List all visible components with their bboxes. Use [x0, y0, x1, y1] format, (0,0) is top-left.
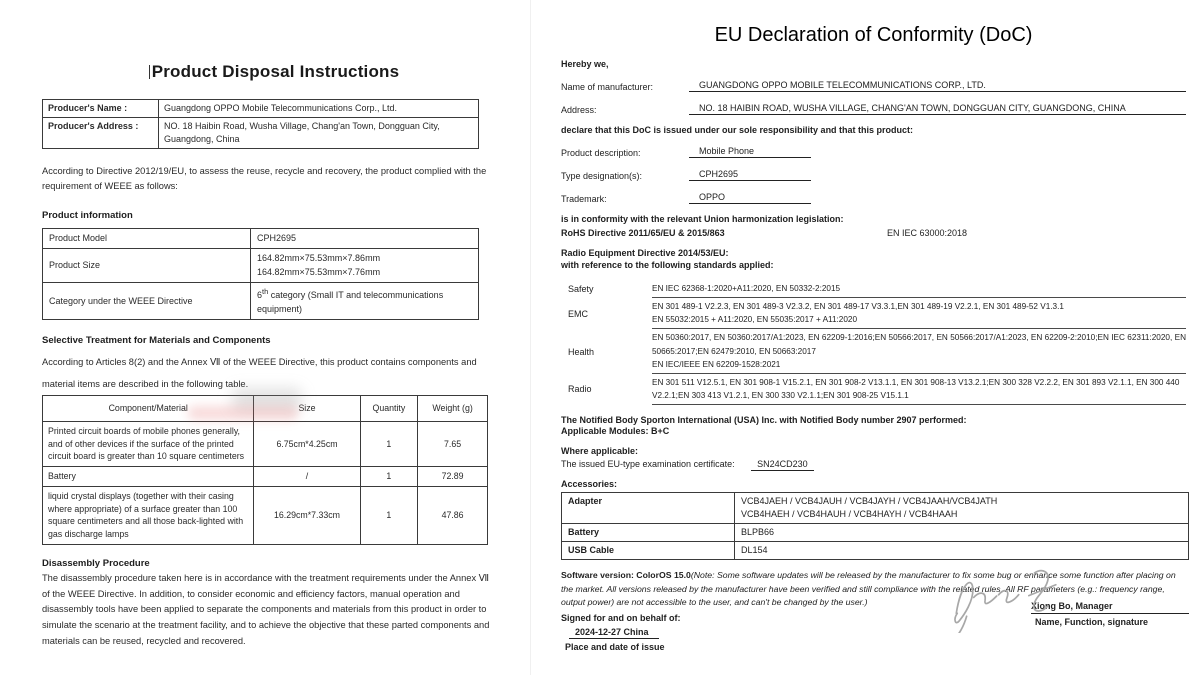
producer-address-label: Producer's Address : [43, 118, 159, 149]
material-weight: 47.86 [418, 486, 488, 544]
product-info-table [42, 228, 479, 321]
category-ordinal: th [262, 287, 269, 297]
rohs-directive: RoHS Directive 2011/65/EU & 2015/863 [561, 228, 725, 238]
producer-name-value: Guangdong OPPO Mobile Telecommunications Corp., Ltd. [159, 100, 479, 118]
watermark-smudge-red [188, 406, 298, 420]
conformity-line: is in conformity with the relevant Union harmonization legislation: [561, 214, 844, 224]
health-label: Health [568, 346, 595, 357]
handwritten-signature [941, 563, 1091, 633]
rohs-standard: EN IEC 63000:2018 [887, 228, 968, 238]
adapter-line1: VCB4JAEH / VCB4JAUH / VCB4JAYH / VCB4JAAH/VCB4JATH [741, 496, 998, 506]
software-version-note: (Note: Some software updates will be released by the manufacturer to fix some bug or enhance some function after placing on the market. All versions released by the manufacturer have been verified and still compliance with the related rules. All RF parameters (e.g.: frequency range, output power) are not accessible to the user, and can't be changed by the user.) [561, 570, 1176, 608]
material-component: liquid crystal displays (together with their casing where appropriate) of a surface greater than 100 square centimeters and all those back-lighted with gas discharge lamps [43, 486, 254, 544]
health-standards [652, 329, 1186, 373]
type-designation-row [561, 169, 1186, 181]
intro-paragraph: According to Directive 2012/19/EU, to assess the reuse, recycle and recovery, the product complied with the requirement of WEEE as follows: [42, 166, 487, 192]
adapter-label: Adapter [562, 493, 735, 524]
reference-line: with reference to the following standards applied: [561, 260, 774, 270]
software-version-label: Software version: ColorOS 15.0 [561, 570, 691, 581]
standards-line: EN 301 511 V12.5.1, EN 301 908-1 V15.2.1, EN 301 908-2 V13.1.1, EN 301 908-13 V13.2.1;EN 300 328 V2.2.2, EN 301 893 V2.1.1, EN 300 440 V2.2.1;EN 303 413 V1.2.1, EN 300 330 V2.1.1;EN 301 908-25 V15.1.1 [652, 377, 1180, 400]
material-component: Printed circuit boards of mobile phones generally, and of other devices if the surface of the printed circuit board is greater than 10 square centimeters [43, 421, 254, 466]
signature-block [561, 600, 1186, 652]
safety-standards [652, 280, 1186, 298]
weee-category-value [251, 283, 479, 320]
applicable-modules-line: Applicable Modules: B+C [561, 426, 670, 436]
table-row [43, 421, 488, 466]
manufacturer-label: Name of manufacturer: [561, 82, 654, 92]
table-row [43, 100, 479, 118]
product-size-label: Product Size [43, 249, 251, 283]
producer-name-label: Producer's Name : [43, 100, 159, 118]
standards-safety-row [561, 280, 1186, 298]
producer-table [42, 99, 479, 149]
certificate-value: SN24CD230 [751, 459, 814, 471]
standards-line: EN 55032:2015 + A11:2020, EN 55035:2017 + A11:2020 [652, 315, 858, 325]
left-page-title: Product Disposal Instructions [151, 62, 400, 81]
material-quantity: 1 [360, 467, 418, 487]
safety-label: Safety [568, 284, 594, 295]
standards-line: EN IEC/IEEE EN 62209-1528:2021 [652, 359, 781, 369]
usb-cable-label: USB Cable [562, 542, 735, 560]
address-value: NO. 18 HAIBIN ROAD, WUSHA VILLAGE, CHANG'AN TOWN, DONGGUAN CITY, GUANGDONG, CHINA [689, 103, 1186, 115]
emc-label: EMC [568, 308, 588, 319]
type-designation-label: Type designation(s): [561, 171, 643, 181]
place-date-value: 2024-12-27 China [569, 627, 659, 639]
address-label: Address: [561, 105, 597, 115]
table-row [562, 524, 1189, 542]
col-component: Component/Material [43, 396, 254, 422]
material-quantity: 1 [360, 486, 418, 544]
table-row [562, 493, 1189, 524]
trademark-row [561, 192, 1186, 204]
material-weight: 72.89 [418, 467, 488, 487]
address-row [561, 103, 1186, 115]
material-size: 16.29cm*7.33cm [254, 486, 360, 544]
where-applicable-line: Where applicable: [561, 446, 639, 456]
disassembly-paragraph: The disassembly procedure taken here is in accordance with the treatment requirements under the Annex Ⅶ of the WEEE Directive. In addition, to consider economic and efficiency factors, manual operation and disassembly tools have been applied to separate the components and materials from this product in order to simulate the scenario at the treatment facility, and to achieve the objective that these parted components and materials can be reused, recycled and recovered. [42, 572, 490, 646]
product-description-value: Mobile Phone [689, 146, 811, 158]
material-weight: 7.65 [418, 421, 488, 466]
accessories-table [561, 492, 1189, 560]
hereby-line: Hereby we, [561, 59, 609, 69]
emc-standards [652, 298, 1186, 329]
product-info-heading: Product information [42, 209, 133, 221]
weee-category-label: Category under the WEEE Directive [43, 283, 251, 320]
radio-standards [652, 374, 1186, 405]
category-text: category (Small IT and telecommunications equipment) [257, 290, 444, 314]
page-product-disposal [0, 0, 530, 675]
standards-line: EN 301 489-1 V2.2.3, EN 301 489-3 V2.3.2, EN 301 489-17 V3.3.1,EN 301 489-19 V2.2.1, EN 301 489-52 V1.3.1 [652, 302, 1064, 312]
battery-label: Battery [562, 524, 735, 542]
signer-block [1031, 601, 1189, 627]
signer-caption: Name, Function, signature [1035, 616, 1149, 627]
producer-address-value: NO. 18 Haibin Road, Wusha Village, Chang'an Town, Dongguan City, Guangdong, China [159, 118, 479, 149]
standards-health-row [561, 329, 1186, 373]
page-eu-doc [530, 0, 1200, 675]
adapter-line2: VCB4HAEH / VCB4HAUH / VCB4HAYH / VCB4HAAH [741, 509, 958, 520]
product-model-label: Product Model [43, 228, 251, 249]
product-size-value [251, 249, 479, 283]
usb-cable-value: DL154 [735, 542, 1189, 560]
material-quantity: 1 [360, 421, 418, 466]
manufacturer-value: GUANGDONG OPPO MOBILE TELECOMMUNICATIONS CORP., LTD. [689, 80, 1186, 92]
table-row [562, 542, 1189, 560]
standards-line: EN IEC 62368-1:2020+A11:2020, EN 50332-2:2015 [652, 284, 841, 293]
col-size: Size [254, 396, 360, 422]
red-directive-line: Radio Equipment Directive 2014/53/EU: [561, 248, 729, 258]
adapter-values [735, 493, 1189, 524]
text-cursor-artifact [149, 65, 150, 79]
radio-label: Radio [568, 384, 592, 395]
category-number: 6 [257, 290, 263, 301]
disassembly-heading: Disassembly Procedure [42, 557, 150, 569]
material-size: 6.75cm*4.25cm [254, 421, 360, 466]
signed-on-behalf-line: Signed for and on behalf of: [561, 612, 681, 623]
standards-table [561, 280, 1186, 405]
certificate-row [561, 459, 1186, 469]
table-row [43, 249, 479, 283]
product-model-value: CPH2695 [251, 228, 479, 249]
table-row [43, 283, 479, 320]
product-size-line2: 164.82mm×75.53mm×7.76mm [257, 266, 381, 277]
manufacturer-row [561, 80, 1186, 92]
declare-line: declare that this DoC is issued under our sole responsibility and that this product: [561, 125, 914, 135]
right-page-title: EU Declaration of Conformity (DoC) [714, 24, 1033, 46]
trademark-label: Trademark: [561, 194, 607, 204]
table-row [43, 118, 479, 149]
left-title-wrap [42, 62, 506, 82]
col-quantity: Quantity [360, 396, 418, 422]
standards-radio-row [561, 374, 1186, 405]
table-row [43, 228, 479, 249]
product-size-line1: 164.82mm×75.53mm×7.86mm [257, 253, 381, 264]
product-description-label: Product description: [561, 148, 641, 158]
material-size: / [254, 467, 360, 487]
material-component: Battery [43, 467, 254, 487]
accessories-heading: Accessories: [561, 479, 618, 489]
place-date-caption: Place and date of issue [565, 641, 665, 652]
selective-treatment-heading: Selective Treatment for Materials and Components [42, 335, 271, 347]
notified-body-line: The Notified Body Sporton International (USA) Inc. with Notified Body number 2907 performed: [561, 415, 967, 425]
standards-emc-row [561, 298, 1186, 329]
rohs-row [561, 228, 1186, 238]
selective-treatment-paragraph: According to Articles 8(2) and the Annex Ⅶ of the WEEE Directive, this product contains components and material items are described in the following table. [42, 357, 477, 389]
battery-value: BLPB66 [735, 524, 1189, 542]
col-weight: Weight (g) [418, 396, 488, 422]
trademark-value: OPPO [689, 192, 811, 204]
standards-line: EN 50360:2017, EN 50360:2017/A1:2023, EN 62209-1:2016;EN 50566:2017, EN 50566:2017/A1:2023, EN 62209-2:2010;EN IEC 62311:2020, EN 50665:2017;EN 62479:2010, EN 50663:2017 [652, 333, 1186, 356]
table-row [43, 467, 488, 487]
product-description-row [561, 146, 1186, 158]
signer-name-title: Xiong Bo, Manager [1031, 601, 1189, 614]
certificate-label: The issued EU-type examination certificate: [561, 459, 735, 469]
type-designation-value: CPH2695 [689, 169, 811, 181]
table-row [43, 486, 488, 544]
